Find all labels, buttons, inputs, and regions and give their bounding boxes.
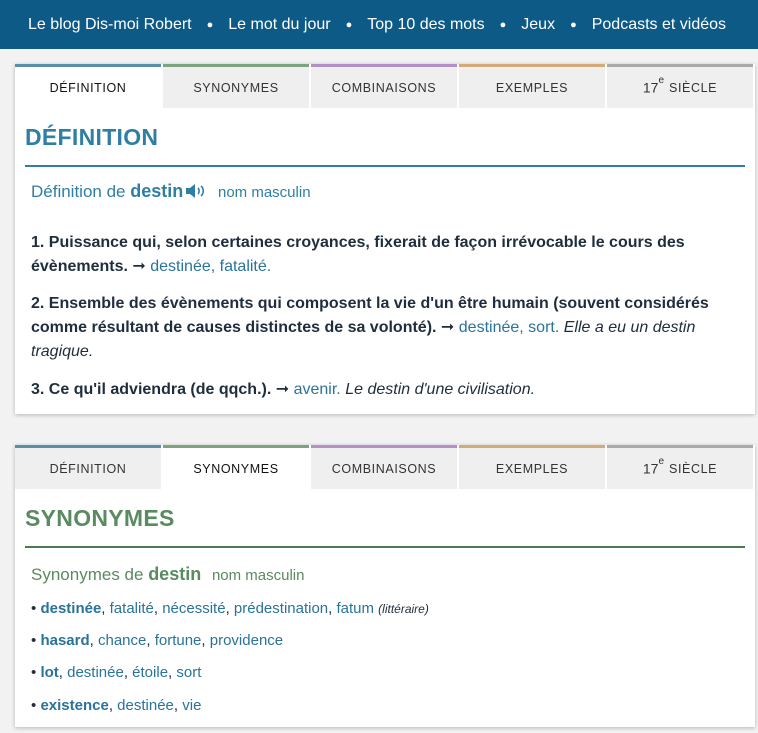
tab-definition[interactable]: DÉFINITION — [15, 64, 161, 108]
tab-siecle-label: SIÈCLE — [669, 461, 718, 476]
tab-exemples[interactable]: EXEMPLES — [459, 64, 605, 108]
arrow-icon: ➞ — [275, 381, 290, 398]
synonym-link[interactable]: destinée — [67, 664, 124, 681]
synonym-link[interactable]: étoile — [132, 664, 169, 681]
synonym-link[interactable]: prédestination — [233, 600, 329, 617]
arrow-icon: ➞ — [132, 258, 146, 275]
headword: destin — [130, 181, 184, 201]
tab-bar — [15, 64, 755, 108]
entry-number: 3. — [31, 381, 45, 398]
synonym-link[interactable]: destinée — [117, 697, 174, 714]
definition-entry-1 — [31, 231, 743, 279]
part-of-speech: nom masculin — [211, 567, 305, 584]
headword: destin — [148, 564, 202, 584]
entry-number: 1. — [31, 234, 45, 251]
synonym-line-2: • hasard, chance, fortune, providence — [31, 632, 284, 649]
synonym-link[interactable]: fortune — [154, 632, 202, 649]
synonym-line-4: • existence, destinée, vie — [31, 697, 202, 714]
bullet: • — [31, 632, 37, 649]
definition-entry-3 — [31, 378, 743, 402]
tab-definition[interactable]: DÉFINITION — [15, 445, 161, 489]
tab-bar — [15, 445, 755, 489]
definition-heading: DÉFINITION — [25, 124, 159, 150]
nav-link-top-10[interactable]: Top 10 des mots — [367, 15, 485, 33]
register-note: (littéraire) — [378, 602, 429, 616]
nav-separator: ● — [499, 18, 507, 31]
top-navigation — [0, 0, 758, 49]
synonymes-heading: SYNONYMES — [25, 505, 175, 531]
definition-entry-2 — [31, 292, 743, 364]
entry-links[interactable]: destinée, sort. — [458, 319, 560, 336]
synonym-link[interactable]: nécessité — [162, 600, 226, 617]
nav-separator: ● — [206, 18, 214, 31]
definition-panel — [15, 64, 755, 414]
tab-siecle-number: 17e — [642, 75, 665, 96]
synonym-line-3: • lot, destinée, étoile, sort — [31, 664, 202, 681]
entry-number: 2. — [31, 295, 45, 312]
tab-combinaisons[interactable]: COMBINAISONS — [311, 445, 457, 489]
arrow-icon: ➞ — [440, 319, 455, 336]
synonym-link[interactable]: fatalité — [109, 600, 154, 617]
bullet: • — [31, 600, 37, 617]
synonym-head[interactable]: existence — [40, 697, 109, 714]
synonym-head[interactable]: lot — [40, 664, 59, 681]
entry-text: Ensemble des évènements qui composent la vie d'un être humain (souvent considérés comme résultant de causes distinctes de sa volonté). — [31, 295, 709, 336]
tab-exemples[interactable]: EXEMPLES — [459, 445, 605, 489]
nav-link-jeux[interactable]: Jeux — [521, 15, 556, 33]
synonym-head[interactable]: hasard — [40, 632, 90, 649]
tab-siecle-label: SIÈCLE — [669, 80, 718, 95]
definition-subtitle — [31, 181, 311, 204]
definition-divider — [25, 165, 745, 167]
synonym-link[interactable]: providence — [209, 632, 284, 649]
tab-17e-siecle[interactable] — [607, 64, 753, 108]
tab-synonymes[interactable]: SYNONYMES — [163, 64, 309, 108]
synonym-head[interactable]: destinée — [40, 600, 102, 617]
tab-siecle-number: 17e — [642, 456, 665, 477]
entry-links[interactable]: avenir. — [293, 381, 341, 398]
bullet: • — [31, 664, 37, 681]
synonymes-subtitle — [31, 564, 304, 585]
tab-17e-siecle[interactable] — [607, 445, 753, 489]
bullet: • — [31, 697, 37, 714]
nav-separator: ● — [570, 18, 577, 31]
synonym-link[interactable]: sort — [176, 664, 202, 681]
entry-links[interactable]: destinée, fatalité. — [150, 258, 272, 275]
entry-text: Ce qu'il adviendra (de qqch.). — [48, 381, 272, 398]
tab-combinaisons[interactable]: COMBINAISONS — [311, 64, 457, 108]
nav-link-blog[interactable]: Le blog Dis-moi Robert — [28, 15, 192, 33]
synonymes-divider — [25, 546, 745, 548]
nav-separator: ● — [345, 18, 353, 31]
nav-link-mot-du-jour[interactable]: Le mot du jour — [228, 15, 331, 33]
definition-subtitle-prefix: Définition de — [31, 182, 126, 201]
synonym-link[interactable]: vie — [182, 697, 202, 714]
speaker-icon[interactable] — [185, 183, 207, 204]
part-of-speech: nom masculin — [218, 184, 311, 201]
nav-link-podcasts[interactable]: Podcasts et vidéos — [591, 15, 727, 33]
synonymes-subtitle-prefix: Synonymes de — [31, 565, 144, 584]
tab-synonymes[interactable]: SYNONYMES — [163, 445, 309, 489]
entry-example: Elle a eu un destin tragique. — [31, 319, 696, 360]
synonymes-panel — [15, 445, 755, 727]
entry-text: Puissance qui, selon certaines croyances, fixerait de façon irrévocable le cours des évènements. — [31, 234, 685, 275]
synonym-line-1: • destinée, fatalité, nécessité, prédestination, fatum (littéraire) — [31, 600, 429, 617]
synonym-link[interactable]: chance — [97, 632, 147, 649]
entry-example: Le destin d'une civilisation. — [345, 381, 536, 398]
synonym-link[interactable]: fatum — [336, 600, 374, 617]
